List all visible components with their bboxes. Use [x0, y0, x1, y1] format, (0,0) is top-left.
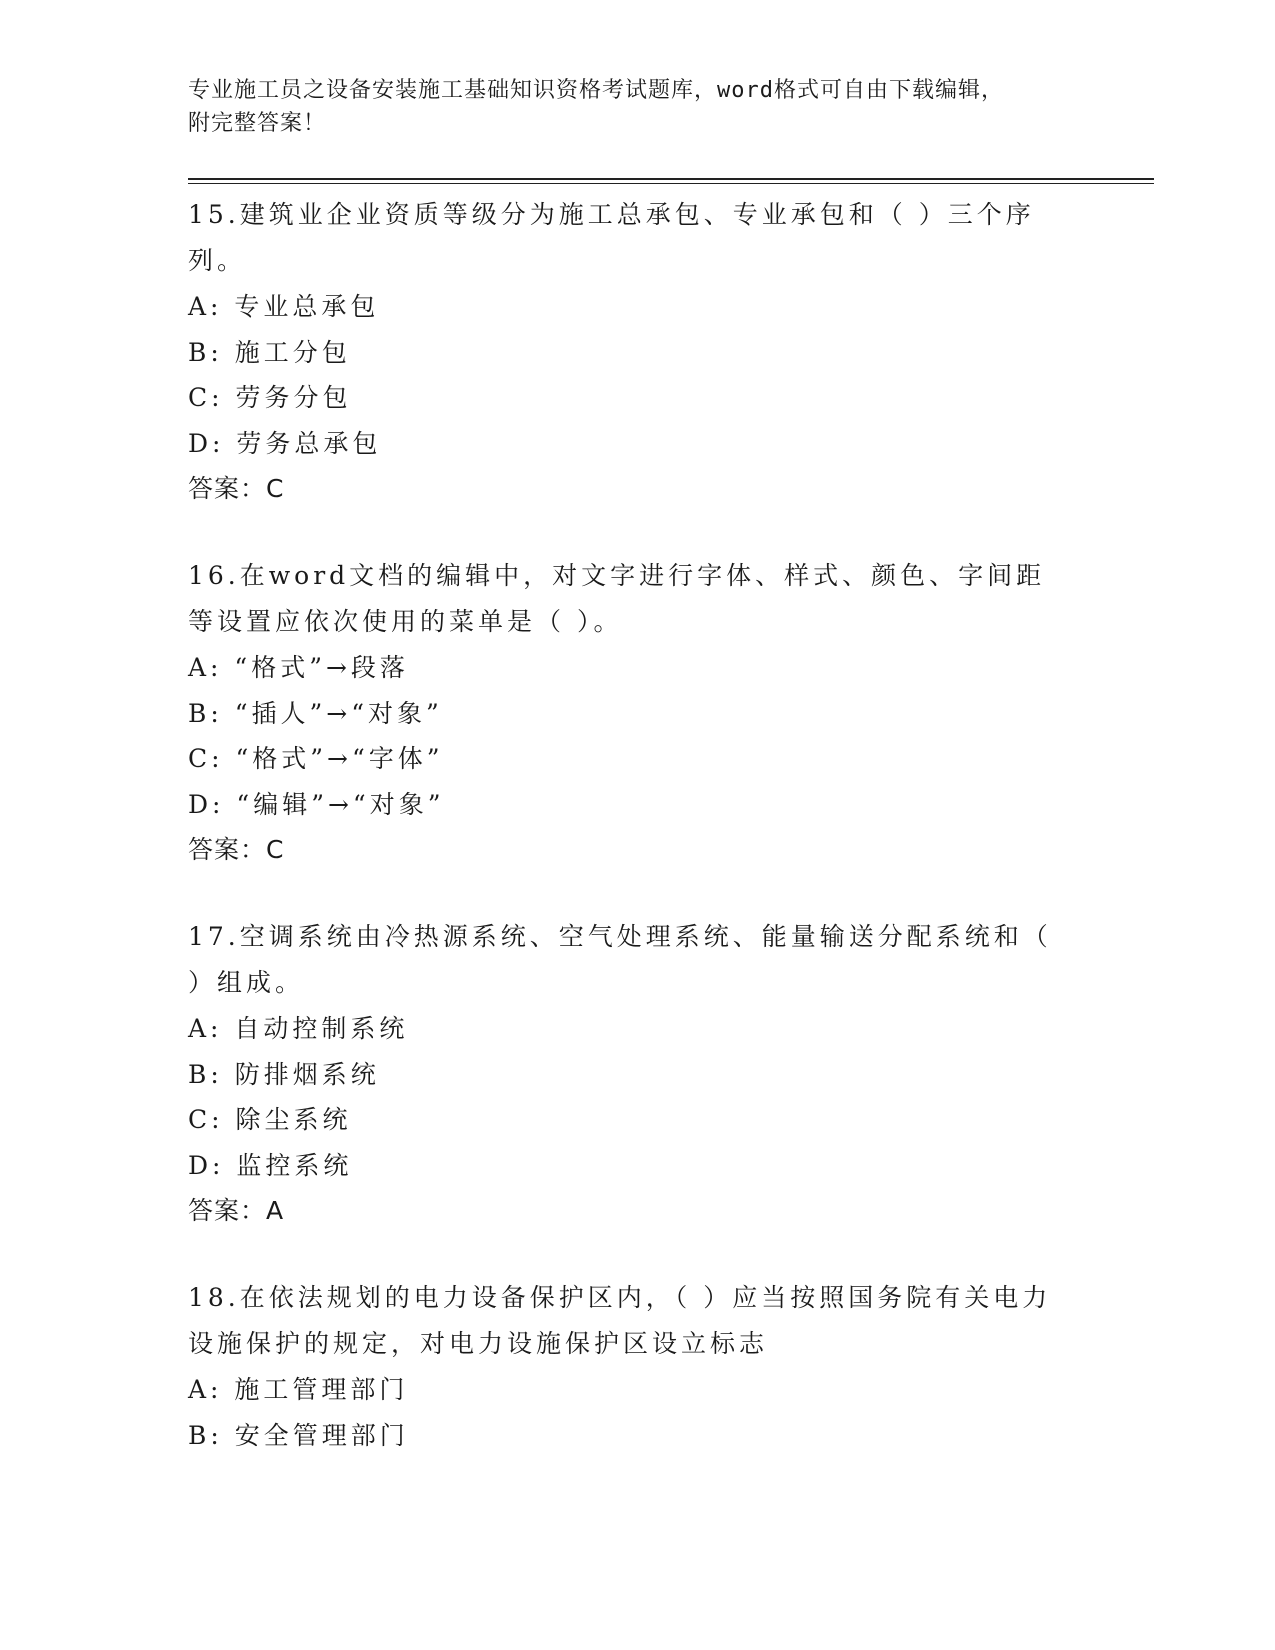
option-c: C: 除尘系统 [188, 1105, 352, 1134]
question-16 [188, 553, 1068, 872]
option-b: B: 防排烟系统 [188, 1059, 380, 1089]
option-a: A: 专业总承包 [188, 292, 380, 321]
option-c: C: “格式”→“字体” [188, 744, 444, 773]
question-17 [188, 914, 1068, 1233]
answer-label: 答案：A [188, 1196, 285, 1225]
question-text: 18.在依法规划的电力设备保护区内，（ ）应当按照国务院有关电力设施保护的规定，对电力设施保护区设立标志 [188, 1283, 1052, 1358]
option-a: A: “格式”→段落 [188, 653, 409, 682]
option-b: B: 安全管理部门 [188, 1420, 409, 1450]
document-header [188, 74, 1068, 140]
question-list [188, 192, 1068, 1500]
option-b: B: 施工分包 [188, 337, 351, 367]
option-a: A: 自动控制系统 [188, 1014, 409, 1043]
option-d: D: 监控系统 [188, 1150, 353, 1180]
option-a: A: 施工管理部门 [188, 1375, 409, 1404]
header-line-1: 专业施工员之设备安装施工基础知识资格考试题库，word格式可自由下载编辑， [188, 78, 1004, 103]
header-line-2: 附完整答案！ [188, 111, 327, 136]
question-15 [188, 192, 1068, 511]
question-text: 15.建筑业企业资质等级分为施工总承包、专业承包和（ ）三个序列。 [188, 200, 1035, 275]
option-c: C: 劳务分包 [188, 383, 352, 412]
option-d: D: 劳务总承包 [188, 428, 382, 458]
header-divider-thick [188, 178, 1154, 180]
answer-label: 答案：C [188, 474, 285, 503]
answer-label: 答案：C [188, 835, 285, 864]
question-18 [188, 1275, 1068, 1458]
question-text: 16.在word文档的编辑中，对文字进行字体、样式、颜色、字间距等设置应依次使用的菜单是（ ）。 [188, 561, 1046, 636]
header-divider-thin [188, 183, 1154, 184]
option-d: D: “编辑”→“对象” [188, 789, 445, 819]
question-text: 17.空调系统由冷热源系统、空气处理系统、能量输送分配系统和（ ）组成。 [188, 922, 1052, 997]
option-b: B: “插人”→“对象” [188, 698, 443, 728]
